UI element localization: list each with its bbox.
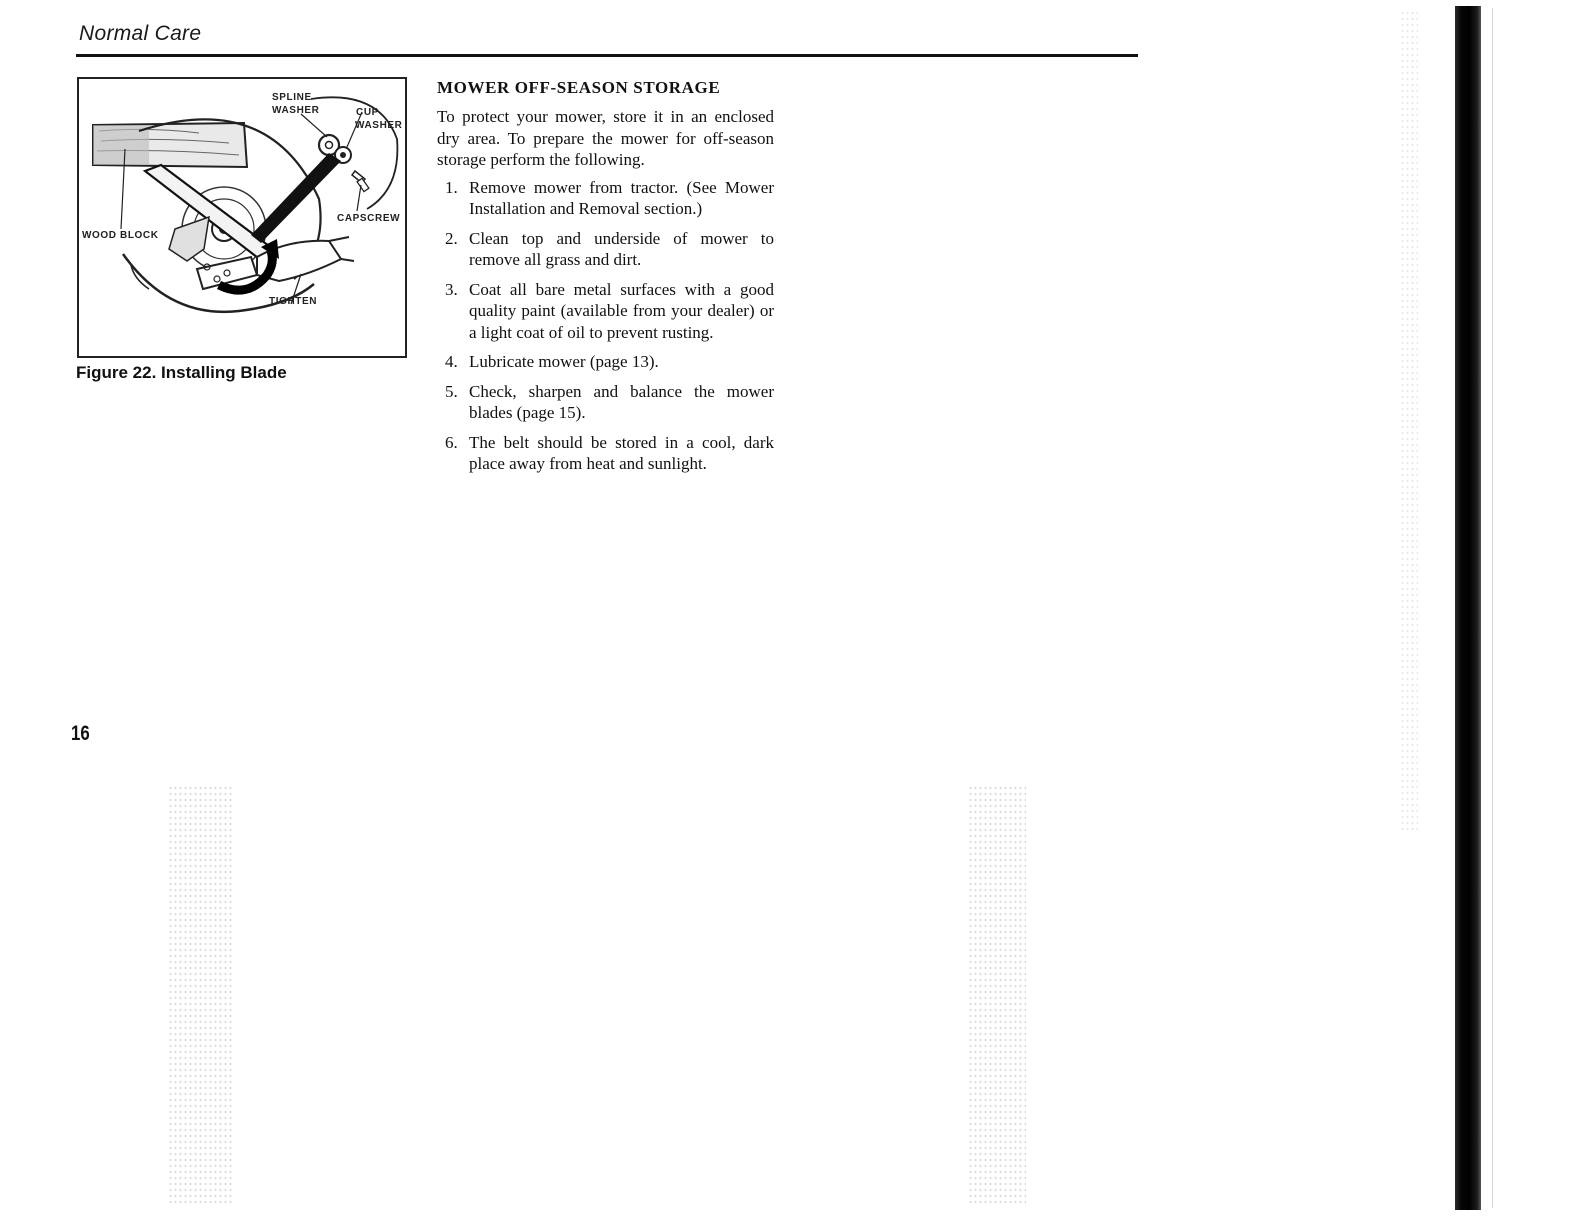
step-text: The belt should be stored in a cool, dark place away from heat and sunlight. (469, 432, 774, 473)
list-item (437, 381, 774, 424)
header-rule (76, 54, 1138, 57)
page-number: 16 (71, 722, 90, 745)
section-intro: To protect your mower, store it in an enclosed dry area. To prepare the mower for off-season storage perform the following. (437, 107, 774, 169)
figure-installing-blade (77, 77, 407, 358)
step-text: Remove mower from tractor. (See Mower Installation and Removal section.) (469, 177, 774, 218)
list-item (437, 279, 774, 344)
label-tighten: TIGHTEN (269, 296, 318, 307)
storage-steps-list (437, 177, 774, 475)
label-cup-washer: WASHER (355, 120, 403, 131)
page-header-title: Normal Care (79, 22, 202, 45)
list-item (437, 351, 774, 373)
storage-section (437, 78, 774, 483)
page-edge-line (1492, 8, 1493, 1208)
wood-block-drawing (93, 123, 247, 167)
figure-caption: Figure 22. Installing Blade (76, 363, 287, 382)
list-item (437, 177, 774, 220)
step-text: Lubricate mower (page 13). (469, 352, 659, 371)
step-number: 4. (445, 352, 458, 371)
step-text: Check, sharpen and balance the mower blades (page 15). (469, 381, 774, 422)
scan-noise-left (168, 785, 232, 1205)
book-spine-shadow (1455, 6, 1481, 1210)
list-item (437, 432, 774, 475)
section-heading: MOWER OFF-SEASON STORAGE (437, 78, 721, 97)
label-cup: CUP (356, 107, 379, 118)
list-item (437, 228, 774, 271)
step-text: Clean top and underside of mower to remove all grass and dirt. (469, 228, 774, 269)
step-number: 3. (445, 279, 458, 299)
step-number: 2. (445, 228, 458, 248)
step-text: Coat all bare metal surfaces with a good quality paint (available from your dealer) or a light coat of oil to prevent rusting. (469, 279, 774, 342)
step-number: 6. (445, 432, 458, 452)
label-spline: SPLINE (272, 92, 312, 103)
label-spline-washer: WASHER (272, 105, 320, 116)
step-number: 1. (445, 177, 458, 197)
scan-noise-middle (968, 785, 1026, 1205)
scan-noise-right (1400, 10, 1418, 830)
label-capscrew: CAPSCREW (337, 213, 401, 224)
label-wood-block: WOOD BLOCK (82, 230, 159, 241)
step-number: 5. (445, 381, 458, 401)
